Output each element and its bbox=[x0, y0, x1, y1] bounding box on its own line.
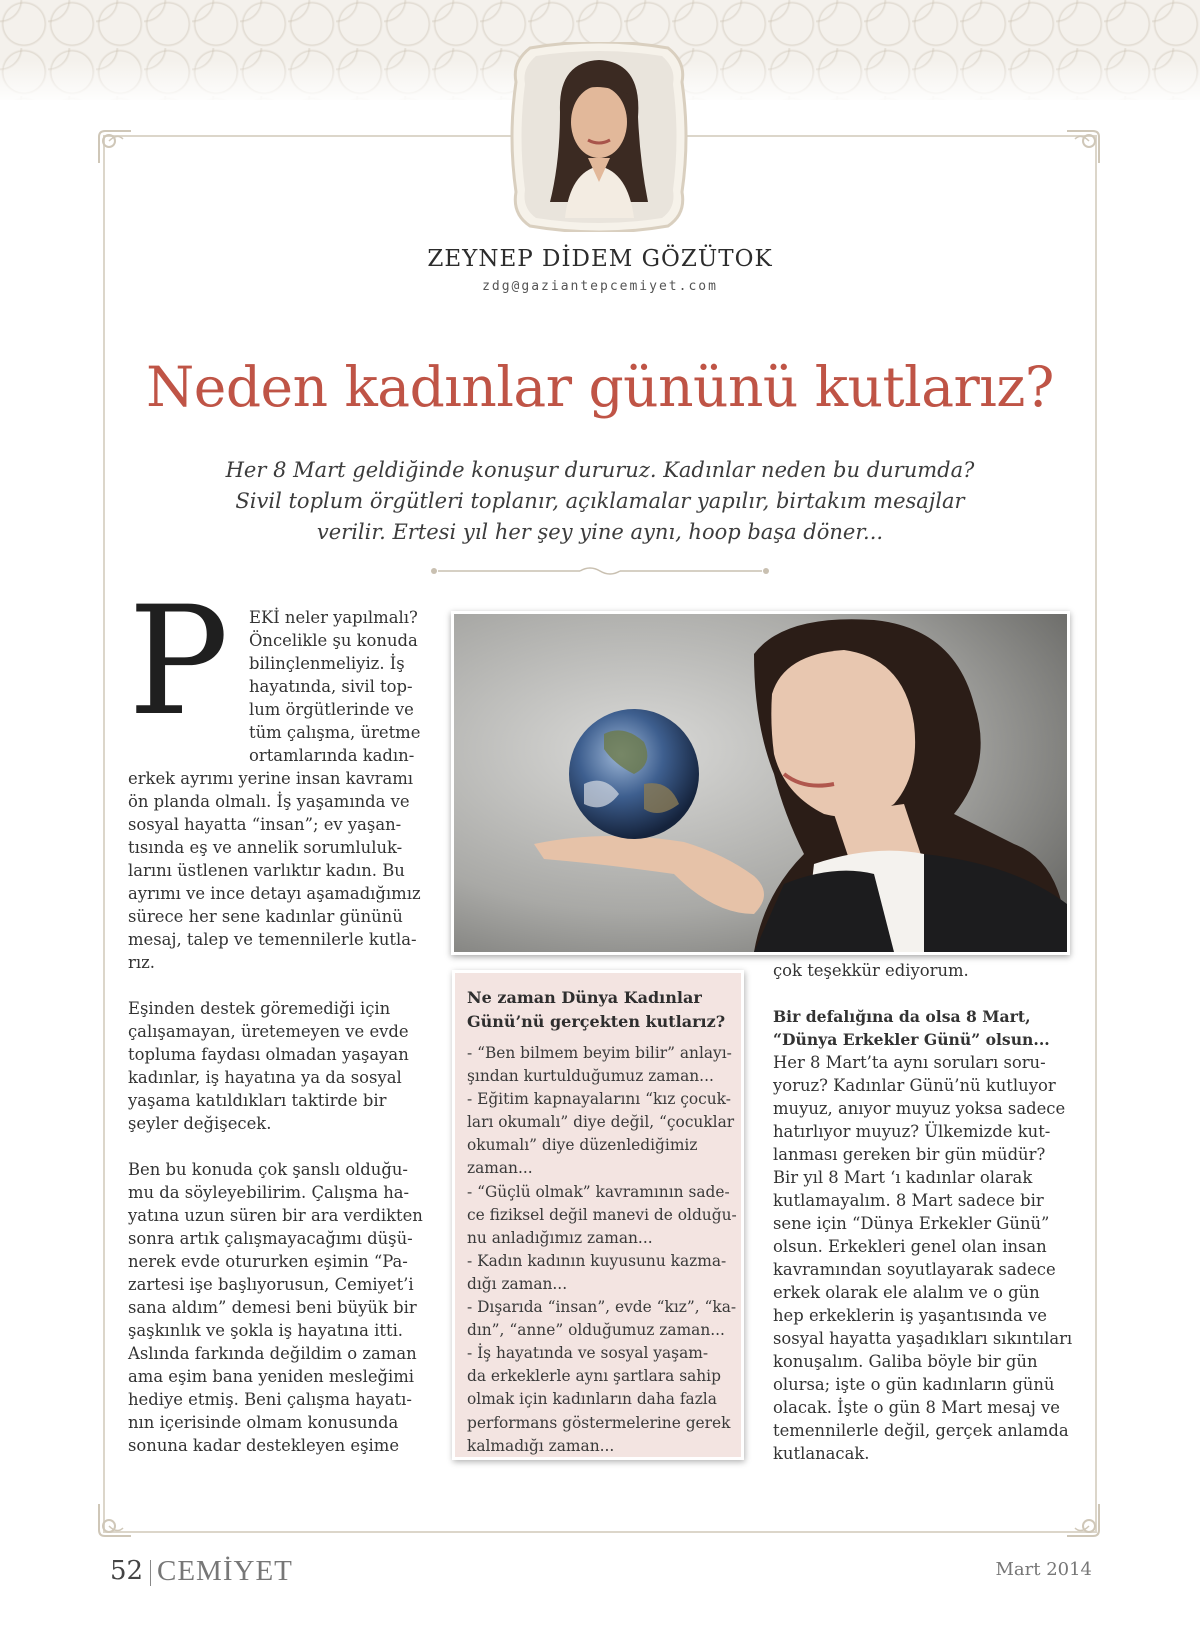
body-line: sonra artık çalışmayacağımı düşü- bbox=[128, 1229, 413, 1248]
body-line: Aslında farkında değildim o zaman bbox=[128, 1344, 417, 1363]
body-line: olsun. Erkekleri genel olan insan bbox=[773, 1237, 1047, 1256]
body-line: erkek ayrımı yerine insan kavramı bbox=[128, 769, 414, 788]
body-line: ama eşim bana yeniden mesleğimi bbox=[128, 1367, 415, 1386]
sidebar-box bbox=[452, 970, 744, 1460]
page-number: 52 bbox=[110, 1556, 144, 1586]
body-line: olursa; işte o gün kadınların günü bbox=[773, 1375, 1055, 1394]
sidebar-title bbox=[467, 986, 729, 1034]
corner-ornament-top-right bbox=[1063, 127, 1103, 167]
sidebar-line: zaman... bbox=[467, 1159, 533, 1178]
paragraph-gap bbox=[128, 1135, 420, 1158]
body-line: ön planda olmalı. İş yaşamında ve bbox=[128, 792, 410, 811]
sidebar-line: dığı zaman... bbox=[467, 1274, 568, 1293]
sidebar-line: performans göstermelerine gerek bbox=[467, 1413, 731, 1432]
article-column-1 bbox=[128, 606, 423, 1457]
body-line: sosyal hayatta “insan”; ev yaşan- bbox=[128, 815, 402, 834]
body-line: erkek olarak ele alalım ve o gün bbox=[773, 1283, 1040, 1302]
body-line: kutlanacak. bbox=[773, 1444, 870, 1463]
footer-separator bbox=[150, 1560, 151, 1586]
article-headline: Neden kadınlar gününü kutlarız? bbox=[146, 355, 1054, 419]
lede-line: Sivil toplum örgütleri toplanır, açıklamalar yapılır, birtakım mesajlar bbox=[235, 489, 965, 513]
author-name: ZEYNEP DİDEM GÖZÜTOK bbox=[427, 246, 773, 272]
body-line: larını üstlenen varlıktır kadın. Bu bbox=[128, 861, 405, 880]
sidebar-line: nu anladığımız zaman... bbox=[467, 1228, 653, 1247]
sidebar-line: şından kurtulduğumuz zaman... bbox=[467, 1067, 714, 1086]
article-column-3 bbox=[773, 959, 1073, 1465]
body-line: yaşama katıldıkları taktirde bir bbox=[128, 1091, 387, 1110]
corner-ornament-bottom-right bbox=[1063, 1500, 1103, 1540]
body-line: nerek evde otururken eşimin “Pa- bbox=[128, 1252, 408, 1271]
article-lede bbox=[200, 455, 1000, 548]
body-line: Öncelikle şu konuda bbox=[249, 631, 418, 650]
body-line: çalışamayan, üretemeyen ve evde bbox=[128, 1022, 409, 1041]
body-line: şeyler değişecek. bbox=[128, 1114, 272, 1133]
body-line: çok teşekkür ediyorum. bbox=[773, 961, 969, 980]
body-line: Ben bu konuda çok şanslı olduğu- bbox=[128, 1160, 408, 1179]
body-line: bilinçlenmeliyiz. İş bbox=[249, 654, 405, 673]
drop-cap: P bbox=[128, 575, 229, 749]
section-subhead: Bir defalığına da olsa 8 Mart, bbox=[773, 1007, 1031, 1026]
sidebar-line: - Kadın kadının kuyusunu kazma- bbox=[467, 1251, 727, 1270]
body-line: sene için “Dünya Erkekler Günü” bbox=[773, 1214, 1050, 1233]
body-line: yoruz? Kadınlar Günü’nü kutluyor bbox=[773, 1076, 1056, 1095]
sidebar-line: ce fiziksel değil manevi de olduğu- bbox=[467, 1205, 737, 1224]
section-subhead: “Dünya Erkekler Günü” olsun... bbox=[773, 1030, 1050, 1049]
sidebar-title-line: Ne zaman Dünya Kadınlar bbox=[467, 988, 702, 1007]
body-line: muyuz, anıyor muyuz yoksa sadece bbox=[773, 1099, 1066, 1118]
ornamental-divider bbox=[430, 565, 770, 577]
paragraph-gap bbox=[773, 982, 1073, 1005]
sidebar-line: da erkeklerle aynı şartlara sahip bbox=[467, 1367, 721, 1386]
body-line: hediye etmiş. Beni çalışma hayatı- bbox=[128, 1390, 412, 1409]
body-line: kavramından soyutlayarak sadece bbox=[773, 1260, 1056, 1279]
body-line: EKİ neler yapılmalı? bbox=[249, 608, 418, 627]
issue-date: Mart 2014 bbox=[995, 1559, 1092, 1580]
body-line: Bir yıl 8 Mart ‘ı kadınlar olarak bbox=[773, 1168, 1033, 1187]
body-line: konuşalım. Galiba böyle bir gün bbox=[773, 1352, 1038, 1371]
body-line: temennilerle değil, gerçek anlamda bbox=[773, 1421, 1069, 1440]
body-line: yatına uzun süren bir ara verdikten bbox=[128, 1206, 423, 1225]
body-line: lum örgütlerinde ve bbox=[249, 700, 414, 719]
author-email: zdg@gaziantepcemiyet.com bbox=[482, 279, 718, 294]
article-photo bbox=[451, 611, 1070, 955]
body-line: ayrımı ve ince detayı aşamadığımız bbox=[128, 884, 421, 903]
corner-ornament-top-left bbox=[95, 127, 135, 167]
sidebar-line: - Dışarıda “insan”, evde “kız”, “ka- bbox=[467, 1298, 737, 1317]
magazine-name: CEMİYET bbox=[157, 1555, 293, 1587]
sidebar-line: - “Ben bilmem beyim bilir” anlayı- bbox=[467, 1044, 732, 1062]
sidebar-line: okumalı” diye düzenlediğimiz bbox=[467, 1136, 698, 1155]
body-line: sosyal hayatta yaşadıkları sıkıntıları bbox=[773, 1329, 1073, 1348]
body-line: nın içerisinde olmam konusunda bbox=[128, 1413, 399, 1432]
body-line: kadınlar, iş hayatına ya da sosyal bbox=[128, 1068, 402, 1087]
lede-line: Her 8 Mart geldiğinde konuşur dururuz. Kadınlar neden bu durumda? bbox=[225, 458, 975, 482]
body-line: Her 8 Mart’ta aynı soruları soru- bbox=[773, 1053, 1046, 1072]
body-line: rız. bbox=[128, 953, 155, 972]
sidebar-line: - “Güçlü olmak” kavramının sade- bbox=[467, 1182, 730, 1201]
body-line: hatırlıyor muyuz? Ülkemizde kut- bbox=[773, 1122, 1051, 1141]
body-line: zartesi işe başlıyorusun, Cemiyet’i bbox=[128, 1275, 414, 1294]
body-line: Eşinden destek göremediği için bbox=[128, 999, 391, 1018]
body-line: lanması gereken bir gün müdür? bbox=[773, 1145, 1046, 1164]
body-line: kutlamayalım. 8 Mart sadece bir bbox=[773, 1191, 1044, 1210]
body-line: hep erkeklerin iş yaşantısında ve bbox=[773, 1306, 1047, 1325]
sidebar-line: kalmadığı zaman... bbox=[467, 1436, 615, 1455]
lede-line: verilir. Ertesi yıl her şey yine aynı, hoop başa döner... bbox=[316, 520, 884, 544]
sidebar-body bbox=[467, 1042, 737, 1458]
body-line: olacak. İşte o gün 8 Mart mesaj ve bbox=[773, 1398, 1060, 1417]
body-line: mesaj, talep ve temennilerle kutla- bbox=[128, 930, 417, 949]
body-line: sana aldım” demesi beni büyük bir bbox=[128, 1298, 417, 1317]
body-line: hayatında, sivil top- bbox=[249, 677, 413, 696]
body-line: sürece her sene kadınlar gününü bbox=[128, 907, 403, 926]
body-line: tısında eş ve annelik sorumluluk- bbox=[128, 838, 403, 857]
sidebar-line: dın”, “anne” olduğumuz zaman... bbox=[467, 1321, 725, 1340]
corner-ornament-bottom-left bbox=[95, 1500, 135, 1540]
body-line: sonuna kadar destekleyen eşime bbox=[128, 1436, 400, 1455]
sidebar-line: olmak için kadınların daha fazla bbox=[467, 1390, 717, 1409]
body-line: topluma faydası olmadan yaşayan bbox=[128, 1045, 409, 1064]
body-line: şaşkınlık ve şokla iş hayatına itti. bbox=[128, 1321, 404, 1340]
paragraph-gap bbox=[128, 974, 420, 997]
author-portrait bbox=[510, 42, 688, 232]
sidebar-line: ları okumalı” diye değil, “çocuklar bbox=[467, 1113, 735, 1132]
body-line: mu da söyleyebilirim. Çalışma ha- bbox=[128, 1183, 410, 1202]
body-line: ortamlarında kadın- bbox=[249, 746, 415, 765]
sidebar-line: - İş hayatında ve sosyal yaşam- bbox=[467, 1344, 709, 1363]
sidebar-title-line: Günü’nü gerçekten kutlarız? bbox=[467, 1012, 726, 1031]
sidebar-line: - Eğitim kapnayalarını “kız çocuk- bbox=[467, 1090, 731, 1109]
body-line: tüm çalışma, üretme bbox=[249, 723, 421, 742]
